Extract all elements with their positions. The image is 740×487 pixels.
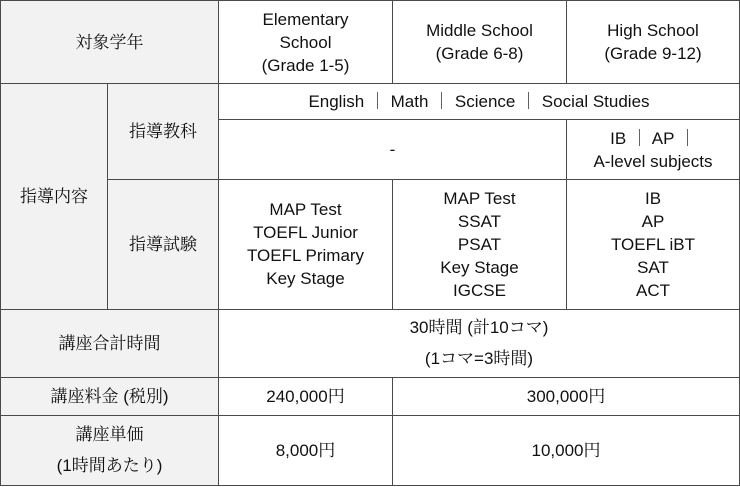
elementary-line-2: School [279,32,332,52]
tests-label-cell [108,180,219,309]
middle-line-2: (Grade 6-8) [435,44,524,64]
test-item: IGCSE [453,280,506,300]
fee-label-cell [1,377,219,415]
fee-middle-high-cell [393,377,740,415]
total-hours-label-cell [1,309,219,377]
fee-elementary-cell [219,377,393,415]
subjects-elem-middle-cell [219,120,567,180]
subjects-high-cell [567,120,740,180]
total-hours-value-cell [219,309,740,377]
subjects-label-cell [108,84,219,180]
test-item: PSAT [457,234,502,254]
tests-high-cell [567,180,740,309]
tests-label: 指導試験 [129,234,197,254]
test-item: TOEFL Junior [253,223,358,243]
unit-price-middle-high-value: 10,000円 [531,440,601,460]
unit-price-elementary-cell [219,415,393,485]
unit-price-middle-high-cell [393,415,740,485]
middle-line-1: Middle School [426,21,533,41]
middle-header [393,1,567,84]
subjects-dash: - [389,140,396,160]
total-hours-row [1,309,740,377]
subjects-high-line-1: IB ｜ AP ｜ [610,128,696,148]
unit-price-label-cell [1,415,219,485]
subjects-common-text: English ｜ Math ｜ Science ｜ Social Studies [308,92,650,112]
tests-middle-cell [393,180,567,309]
unit-price-elementary-value: 8,000円 [275,440,336,460]
test-item: TOEFL Primary [246,246,365,266]
elementary-header [219,1,393,84]
content-group-label-cell [1,84,108,309]
test-item: AP [641,211,665,231]
header-row [1,1,740,84]
test-item: TOEFL iBT [610,234,696,254]
total-hours-label: 講座合計時間 [58,333,161,353]
subjects-label: 指導教科 [129,122,197,142]
test-item: SSAT [457,211,502,231]
tests-row [1,180,740,309]
test-item: SAT [637,257,669,277]
subjects-common-row [1,84,740,120]
total-hours-value-line-1: 30時間 (計10コマ) [409,318,549,338]
test-item: MAP Test [443,188,516,208]
subjects-high-line-2: A-level subjects [593,151,713,171]
high-header [567,1,740,84]
total-hours-value-line-2: (1コマ=3時間) [424,349,534,369]
unit-price-label-line-2: (1時間あたり) [56,456,163,476]
high-line-2: (Grade 9-12) [604,44,702,64]
test-item: Key Stage [440,257,519,277]
fee-label: 講座料金 (税別) [50,386,169,406]
elementary-line-1: Elementary [262,9,349,29]
test-item: MAP Test [269,200,342,220]
unit-price-label-line-1: 講座単価 [75,425,144,445]
elementary-line-3: (Grade 1-5) [261,55,350,75]
test-item: Key Stage [266,269,345,289]
fee-row [1,377,740,415]
subjects-common-cell [219,84,740,120]
target-grade-header [1,1,219,84]
test-item: IB [644,188,662,208]
unit-price-row [1,415,740,485]
content-group-label: 指導内容 [20,186,88,206]
tests-elementary-cell [219,180,393,309]
high-line-1: High School [607,21,699,41]
fee-middle-high-value: 300,000円 [526,386,606,406]
fee-elementary-value: 240,000円 [266,386,345,406]
target-grade-label: 対象学年 [75,32,144,52]
test-item: ACT [636,280,670,300]
